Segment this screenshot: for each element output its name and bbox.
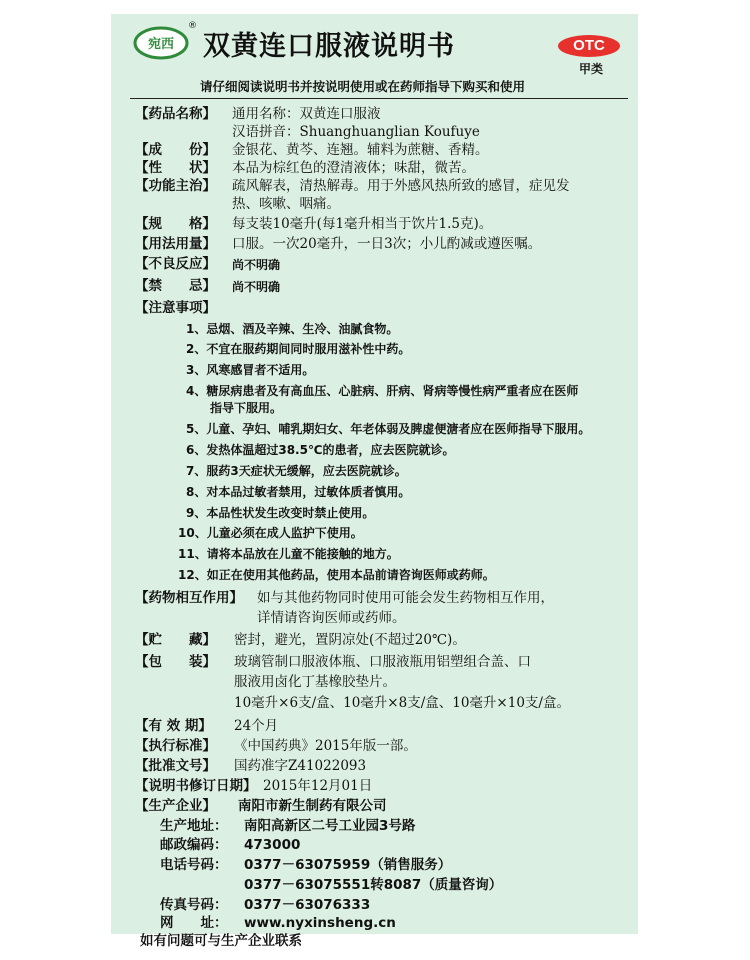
company-logo	[133, 25, 189, 61]
adverse-value: 尚不明确	[232, 258, 281, 272]
drug-pinyin-name: 汉语拼音：Shuanghuanglian Koufuye	[232, 124, 480, 140]
indications-line-1: 疏风解表，清热解毒。用于外感风热所致的感冒，症见发	[232, 178, 570, 194]
logo-text: 宛西	[147, 37, 175, 52]
precaution-item: 2、不宜在服药期间同时服用滋补性中药。	[186, 342, 411, 356]
website-value: www.nyxinsheng.cn	[244, 915, 396, 931]
fax-label: 传真号码：	[160, 897, 228, 913]
revision-label: 【说明书修订日期】	[135, 778, 257, 794]
phone-label: 电话号码：	[160, 857, 228, 873]
phone-quality: 0377－63075551转8087（质量咨询）	[244, 877, 503, 893]
category-label: 甲类	[579, 62, 604, 76]
properties-value: 本品为棕红色的澄清液体；味甜，微苦。	[232, 160, 475, 176]
page-title: 双黄连口服液说明书	[203, 31, 455, 62]
header-divider	[130, 98, 628, 99]
standard-value: 《中国药典》2015年版一部。	[234, 738, 417, 754]
interactions-line-1: 如与其他药物同时使用可能会发生药物相互作用，	[257, 590, 554, 606]
otc-badge: OTC	[558, 35, 620, 57]
contraindications-value: 尚不明确	[232, 280, 281, 294]
dosage-value: 口服。一次20毫升，一日3次；小儿酌减或遵医嘱。	[232, 236, 542, 252]
dosage-label: 【用法用量】	[135, 236, 216, 252]
interactions-line-2: 详情请咨询医师或药师。	[257, 610, 406, 626]
approval-value: 国药准字Z41022093	[234, 758, 367, 774]
drug-name-label: 【药品名称】	[135, 106, 216, 122]
packaging-line-2: 服液用卤化丁基橡胶垫片。	[234, 674, 396, 690]
precautions-label: 【注意事项】	[135, 300, 216, 316]
address-value: 南阳高新区二号工业园3号路	[244, 818, 416, 834]
indications-label: 【功能主治】	[135, 178, 216, 194]
precaution-item: 3、风寒感冒者不适用。	[186, 363, 315, 377]
precaution-item: 1、忌烟、酒及辛辣、生冷、油腻食物。	[186, 322, 399, 336]
revision-value: 2015年12月01日	[263, 778, 373, 794]
fax-value: 0377－63076333	[244, 897, 371, 913]
validity-label: 【有 效 期】	[135, 718, 212, 734]
packaging-label: 【包 装】	[135, 654, 216, 670]
precaution-item: 6、发热体温超过38.5℃的患者，应去医院就诊。	[186, 443, 455, 457]
storage-value: 密封，避光，置阴凉处(不超过20℃)。	[234, 632, 466, 648]
contraindications-label: 【禁 忌】	[135, 278, 216, 294]
postcode-label: 邮政编码：	[160, 837, 228, 853]
manufacturer-label: 【生产企业】	[135, 798, 216, 814]
registered-mark: ®	[188, 21, 197, 31]
ingredients-label: 【成 份】	[135, 142, 216, 158]
usage-notice: 请仔细阅读说明书并按说明使用或在药师指导下购买和使用	[200, 79, 526, 94]
precaution-item: 10、儿童必须在成人监护下使用。	[178, 526, 363, 540]
properties-label: 【性 状】	[135, 160, 216, 176]
precaution-item: 11、请将本品放在儿童不能接触的地方。	[178, 547, 399, 561]
interactions-label: 【药物相互作用】	[135, 590, 243, 606]
precaution-item: 12、如正在使用其他药品，使用本品前请咨询医师或药师。	[178, 568, 495, 582]
validity-value: 24个月	[234, 718, 279, 734]
specification-label: 【规 格】	[135, 216, 216, 232]
website-label: 网 址：	[160, 915, 228, 931]
ingredients-value: 金银花、黄芩、连翘。辅料为蔗糖、香精。	[232, 142, 489, 158]
precaution-item: 5、儿童、孕妇、哺乳期妇女、年老体弱及脾虚便溏者应在医师指导下服用。	[186, 422, 591, 436]
precaution-item: 9、本品性状发生改变时禁止使用。	[186, 506, 375, 520]
precaution-item: 8、对本品过敏者禁用，过敏体质者慎用。	[186, 485, 411, 499]
phone-sales: 0377－63075959（销售服务）	[244, 857, 452, 873]
indications-line-2: 热、咳嗽、咽痛。	[232, 196, 340, 212]
precaution-item: 7、服药3天症状无缓解，应去医院就诊。	[186, 464, 407, 478]
specification-value: 每支装10毫升(每1毫升相当于饮片1.5克)。	[232, 216, 493, 232]
contact-footer: 如有问题可与生产企业联系	[140, 933, 302, 949]
packaging-line-1: 玻璃管制口服液体瓶、口服液瓶用铝塑组合盖、口	[234, 654, 531, 670]
precaution-item: 4、糖尿病患者及有高血压、心脏病、肝病、肾病等慢性病严重者应在医师	[186, 384, 579, 398]
precaution-item-continued: 指导下服用。	[210, 401, 283, 415]
storage-label: 【贮 藏】	[135, 632, 216, 648]
drug-generic-name: 通用名称：双黄连口服液	[232, 106, 381, 122]
packaging-line-3: 10毫升×6支/盒、10毫升×8支/盒、10毫升×10支/盒。	[234, 695, 570, 711]
approval-label: 【批准文号】	[135, 758, 216, 774]
address-label: 生产地址：	[160, 818, 228, 834]
manufacturer-name: 南阳市新生制药有限公司	[238, 798, 387, 814]
postcode-value: 473000	[244, 837, 301, 853]
adverse-label: 【不良反应】	[135, 256, 216, 272]
standard-label: 【执行标准】	[135, 738, 216, 754]
